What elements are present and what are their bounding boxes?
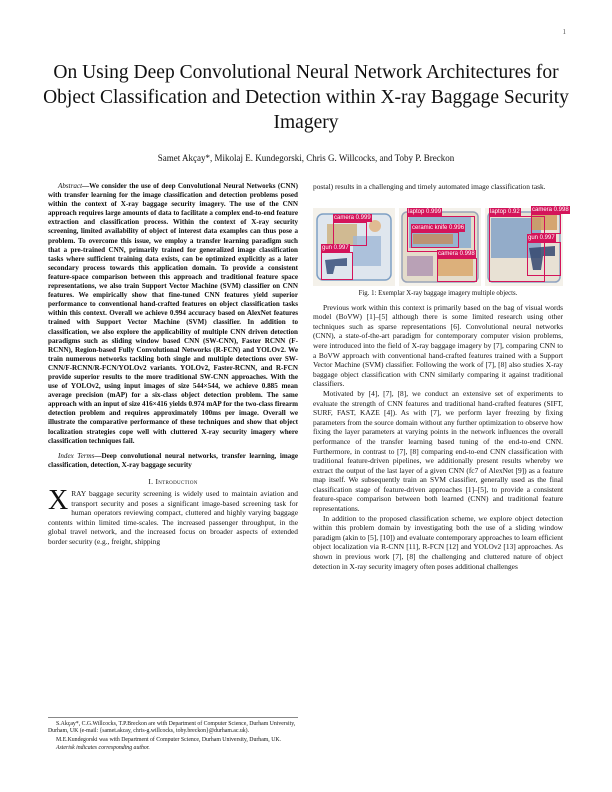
page-number: 1 xyxy=(562,28,566,36)
footnote-affiliation-2: M.E.Kundegorski was with Department of Computer Science, Durham University, Durham, UK. xyxy=(56,736,282,743)
abstract xyxy=(48,182,298,446)
left-column xyxy=(48,182,298,546)
footnote-block xyxy=(48,717,298,754)
continuation-paragraph: postal) results in a challenging and timely automated image classification task. xyxy=(313,182,546,191)
paragraph-previous-work: Previous work within this context is primarily based on the bag of visual words model (BoVW) [1]–[5] although there is some limited research using other techniques such as sparse representations [6]. Convolutional neural networks (CNN), a state-of-the-art paradigm for contemporary computer vision problems, were introduced into the field of X-ray baggage imagery by [7], comparing CNN to a BoVW approach with conventional hand-crafted features trained with a Support Vector Machine (SVM) classifier. Following the work of [7], [8] also studies X-ray baggage object classification with CNN similarly comparing it against traditional classifiers. xyxy=(313,302,563,389)
section-heading-introduction: I. Introduction xyxy=(148,476,198,486)
detection-box-camera: camera 0.999 xyxy=(333,222,367,246)
detection-box-camera-3: camera 0.998 xyxy=(531,214,561,234)
abstract-label: Abstract xyxy=(58,182,83,190)
detection-box-laptop-2: laptop 0.92 xyxy=(489,216,545,282)
xray-image-1 xyxy=(313,208,395,286)
detection-box-gun: gun 0.997 xyxy=(321,252,353,280)
intro-paragraph-text: RAY baggage security screening is widely used to maintain aviation and transport security and poses a significant image-based screening task for human operators reviewing compact, cluttered and highly varying baggage contents within limited time-scales. The increased passenger throughput, in the global travel network, and the increased focus on broader aspects of extended border security (e.g., freight, shipping xyxy=(48,488,298,546)
detection-box-ceramic-knife: ceramic knife 0.996 xyxy=(411,232,459,248)
index-terms-label: Index Terms xyxy=(58,451,95,460)
figure-caption: Fig. 1: Exemplar X-ray baggage imagery multiple objects. xyxy=(358,289,518,297)
detection-box-gun-2: gun 0.997 xyxy=(527,242,561,276)
detection-box-laptop: laptop 0.999 xyxy=(407,216,475,252)
footnote-affiliation-1: S.Akçay*, C.G.Willcocks, T.P.Breckon are with Department of Computer Science, Durham University, Durham, UK (e-mail: {samet.akcay, chris-g.willcocks, toby.breckon}@durham.ac.uk). xyxy=(48,721,296,735)
xray-image-2 xyxy=(399,208,481,286)
figure-1 xyxy=(313,206,569,286)
paragraph-motivation: Motivated by [4], [7], [8], we conduct an extensive set of experiments to evaluate the strength of CNN features and traditional hand-crafted features (SIFT, SURF, FAST, KAZE [4]). As with [7], we perform layer freezing by fixing parameters from the source domain without any further optimization to observe how fixing the layer parameters at varying points in the network influences the overall performance of the transfer learning based tuning of the end-to-end CNN. Furthermore, in contrast to [7], [8] comparing end-to-end CNN classification with traditional feature-driven pipelines, we additionally present results whereby we extract the output of the last layer of a given CNN (fc7 of AlexNet [9]) as a feature map itself. We subsequently train an SVM classifier, generally used as the final classification stage of feature-driven approaches [1]–[5], to provide a consistent feature-space comparison between both learned (CNN) and traditional feature representations. xyxy=(313,388,563,514)
dropcap-letter: X xyxy=(48,484,69,516)
xray-image-3 xyxy=(485,206,569,286)
index-terms-text: —Deep convolutional neural networks, transfer learning, image classification, detection, X-ray baggage security xyxy=(48,451,298,469)
right-column xyxy=(313,182,569,571)
paragraph-detection: In addition to the proposed classification scheme, we explore object detection within this problem domain by investigating both the use of a sliding window paradigm (akin to [5], [10]) and evaluate contemporary approaches to learn efficient object localization via R-CNN [11], R-FCN [12] and YOLOv2 [13] approaches. As shown in previous work [7], [8] the challenging and cluttered nature of object detection in X-ray security imagery often poses additional challenges xyxy=(313,513,563,571)
detection-box-camera-2: camera 0.998 xyxy=(437,258,477,282)
paper-title: On Using Deep Convolutional Neural Network Architectures for Object Classification and Detection within X-ray Baggage Security Imagery xyxy=(43,62,569,133)
author-list: Samet Akçay*, Mikolaj E. Kundegorski, Chris G. Willcocks, and Toby P. Breckon xyxy=(157,153,455,163)
footnote-corresponding-author: Asterisk indicates corresponding author. xyxy=(56,745,150,752)
intro-paragraph xyxy=(48,484,298,547)
abstract-text: —We consider the use of deep Convolutional Neural Networks (CNN) with transfer learning for the image classification and detection problems posed within the context of X-ray baggage security imagery. The use of the CNN approach requires large amounts of data to facilitate a complex end-to-end feature extraction and classification process. Within the context of X-ray security screening, limited availability of object of interest data examples can thus pose a problem. To overcome this issue, we employ a transfer learning paradigm such that a pre-trained CNN, primarily trained for generalized image classification tasks where sufficient training data exists, can be optimized explicitly as a later secondary process towards this application domain. To provide a consistent feature-space comparison between this approach and traditional feature space representations, we also train Support Vector Machine (SVM) classifier on CNN features. We empirically show that fine-tuned CNN features yield superior performance to conventional hand-crafted features on object classification tasks within this context. Overall we achieve 0.994 accuracy based on AlexNet features trained with Support Vector Machine (SVM) classifier. In addition to classification, we also explore the applicability of multiple CNN driven detection paradigms such as sliding window based CNN (SW-CNN), Faster RCNN (F-RCNN), Region-based Fully Convolutional Networks (R-FCN) and YOLOv2. We train numerous networks tackling both single and multiple detections over SW-CNN/F-RCNN/R-FCN/YOLOv2 variants. YOLOv2, Faster-RCNN, and R-FCN provide superior results to the more traditional SW-CNN approaches. With the use of YOLOv2, using input images of size 544×544, we achieve 0.885 mean average precision (mAP) for a six-class object detection problem. The same approach with an input of size 416×416 yields 0.974 mAP for the two-class firearm detection problem and requires approximately 100ms per image. Overall we illustrate the comparative performance of these techniques and show that object localization strategies cope well with cluttered X-ray security imagery where classification techniques fail. xyxy=(48,182,298,445)
index-terms xyxy=(48,452,298,470)
